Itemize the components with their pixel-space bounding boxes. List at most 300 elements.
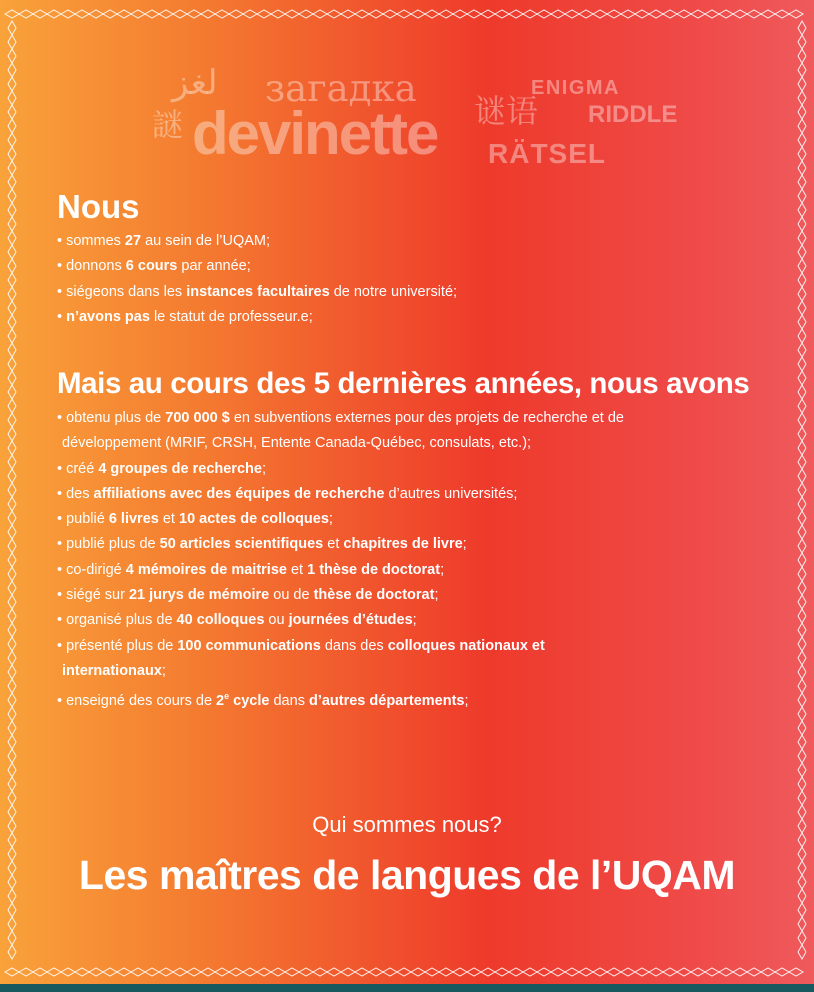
- border-diamond: [798, 245, 806, 259]
- section-title-accomplishments: Mais au cours des 5 dernières années, nous avons: [57, 367, 750, 400]
- border-diamond: [798, 413, 806, 427]
- list-item: [57, 482, 624, 507]
- border-diamond: [8, 735, 16, 749]
- border-diamond: [8, 371, 16, 385]
- border-diamond: [495, 10, 509, 18]
- emphasis-text: 6 cours: [125, 258, 178, 275]
- item-text: par année;: [177, 258, 251, 275]
- list-item: [57, 532, 624, 557]
- word-japanese: 謎: [152, 108, 183, 143]
- border-diamond: [8, 707, 16, 721]
- item-text: • présenté plus de: [57, 637, 178, 654]
- emphasis-text: 27: [124, 233, 142, 249]
- border-diamond: [355, 968, 369, 976]
- border-diamond: [8, 385, 16, 399]
- border-diamond: [8, 63, 16, 77]
- border-diamond: [313, 10, 327, 18]
- border-diamond: [229, 968, 243, 976]
- border-diamond: [798, 35, 806, 49]
- border-diamond: [798, 945, 806, 959]
- border-diamond: [691, 10, 705, 18]
- list-item: [57, 431, 624, 456]
- border-diamond: [677, 968, 691, 976]
- border-diamond: [8, 343, 16, 357]
- border-diamond: [635, 10, 649, 18]
- border-diamond: [798, 371, 806, 385]
- border-diamond: [8, 469, 16, 483]
- item-text: ;: [440, 561, 445, 578]
- border-diamond: [677, 10, 691, 18]
- border-diamond: [299, 10, 313, 18]
- border-diamond: [8, 161, 16, 175]
- item-text: et: [323, 536, 344, 553]
- border-diamond: [8, 189, 16, 203]
- item-text: et: [286, 561, 308, 578]
- border-diamond: [8, 903, 16, 917]
- border-diamond: [383, 968, 397, 976]
- border-diamond: [733, 10, 747, 18]
- border-diamond: [509, 968, 523, 976]
- word-arabic: لغز: [172, 64, 218, 102]
- border-diamond: [798, 735, 806, 749]
- border-diamond: [798, 385, 806, 399]
- item-text: • organisé plus de: [57, 612, 177, 629]
- border-diamond: [775, 968, 789, 976]
- border-diamond: [243, 10, 257, 18]
- emphasis-text: 1 thèse de doctorat: [307, 561, 441, 578]
- emphasis-text: d’autres départements: [308, 693, 465, 710]
- border-diamond: [8, 455, 16, 469]
- emphasis-text: 21 jurys de mémoire: [128, 587, 270, 604]
- nous-list: [57, 229, 457, 330]
- border-diamond: [8, 273, 16, 287]
- border-diamond: [8, 119, 16, 133]
- border-diamond: [8, 679, 16, 693]
- border-diamond: [798, 301, 806, 315]
- border-diamond: [798, 749, 806, 763]
- border-diamond: [798, 287, 806, 301]
- border-diamond: [187, 10, 201, 18]
- border-diamond: [798, 637, 806, 651]
- word-ratsel: RÄTSEL: [488, 138, 606, 169]
- border-diamond: [798, 357, 806, 371]
- border-diamond: [397, 10, 411, 18]
- emphasis-text: chapitres de livre: [343, 536, 463, 553]
- item-text: • sommes: [57, 233, 125, 249]
- accomplishments-list: [57, 406, 624, 714]
- border-diamond: [8, 217, 16, 231]
- border-diamond: [341, 10, 355, 18]
- border-diamond: [798, 497, 806, 511]
- border-diamond: [8, 259, 16, 273]
- border-diamond: [89, 10, 103, 18]
- item-text: • des: [57, 485, 94, 502]
- border-diamond: [798, 217, 806, 231]
- border-diamond: [663, 968, 677, 976]
- list-item: [57, 634, 624, 659]
- border-diamond: [8, 175, 16, 189]
- border-diamond: [798, 259, 806, 273]
- border-diamond: [509, 10, 523, 18]
- border-diamond: [565, 10, 579, 18]
- item-text: ;: [464, 693, 469, 710]
- border-diamond: [8, 749, 16, 763]
- border-diamond: [327, 10, 341, 18]
- emphasis-text: 2e cycle: [216, 691, 270, 710]
- border-diamond: [173, 10, 187, 18]
- border-diamond: [8, 497, 16, 511]
- border-diamond: [8, 539, 16, 553]
- word-enigma: ENIGMA: [531, 77, 620, 99]
- border-diamond: [798, 707, 806, 721]
- border-diamond: [789, 10, 803, 18]
- border-diamond: [798, 539, 806, 553]
- border-diamond: [798, 763, 806, 777]
- border-diamond: [75, 10, 89, 18]
- border-diamond: [397, 968, 411, 976]
- border-diamond: [537, 10, 551, 18]
- border-diamond: [8, 133, 16, 147]
- border-diamond: [798, 315, 806, 329]
- border-diamond: [798, 175, 806, 189]
- border-diamond: [8, 287, 16, 301]
- word-devinette: devinette: [192, 100, 438, 167]
- border-diamond: [8, 315, 16, 329]
- border-diamond: [8, 413, 16, 427]
- border-diamond: [579, 968, 593, 976]
- border-diamond: [747, 968, 761, 976]
- border-diamond: [8, 483, 16, 497]
- border-diamond: [8, 763, 16, 777]
- border-diamond: [8, 693, 16, 707]
- border-diamond: [187, 968, 201, 976]
- border-diamond: [798, 483, 806, 497]
- border-diamond: [798, 511, 806, 525]
- border-diamond: [47, 10, 61, 18]
- border-diamond: [19, 10, 33, 18]
- emphasis-text: 4 groupes de recherche: [98, 460, 262, 477]
- border-diamond: [257, 10, 271, 18]
- border-diamond: [798, 147, 806, 161]
- border-diamond: [8, 231, 16, 245]
- border-diamond: [145, 968, 159, 976]
- border-diamond: [798, 917, 806, 931]
- border-diamond: [798, 441, 806, 455]
- item-text: développement (MRIF, CRSH, Entente Canada-Québec, consulats, etc.);: [62, 435, 532, 452]
- emphasis-text: colloques nationaux et: [387, 637, 545, 654]
- border-diamond: [8, 203, 16, 217]
- border-diamond: [798, 581, 806, 595]
- emphasis-text: instances facultaires: [186, 283, 330, 300]
- border-diamond: [425, 968, 439, 976]
- item-text: • co-dirigé: [57, 561, 126, 578]
- item-text: ou de: [269, 587, 314, 604]
- border-diamond: [89, 968, 103, 976]
- border-diamond: [159, 10, 173, 18]
- border-diamond: [103, 10, 117, 18]
- border-diamond: [145, 10, 159, 18]
- border-diamond: [635, 968, 649, 976]
- word-riddle: RIDDLE: [588, 101, 678, 128]
- border-diamond: [798, 77, 806, 91]
- border-diamond: [8, 945, 16, 959]
- border-diamond: [565, 968, 579, 976]
- border-diamond: [8, 35, 16, 49]
- border-diamond: [523, 968, 537, 976]
- border-diamond: [8, 91, 16, 105]
- border-diamond: [481, 968, 495, 976]
- border-diamond: [327, 968, 341, 976]
- border-diamond: [8, 595, 16, 609]
- item-text: ;: [434, 587, 439, 604]
- border-diamond: [8, 357, 16, 371]
- emphasis-text: 10 actes de colloques: [179, 511, 329, 528]
- border-diamond: [798, 623, 806, 637]
- item-text: ;: [462, 536, 467, 553]
- border-diamond: [117, 968, 131, 976]
- border-diamond: [798, 665, 806, 679]
- border-diamond: [8, 917, 16, 931]
- border-diamond: [691, 968, 705, 976]
- item-text: • publié plus de: [57, 536, 160, 553]
- border-diamond: [131, 10, 145, 18]
- border-diamond: [8, 665, 16, 679]
- border-diamond: [798, 721, 806, 735]
- border-diamond: [8, 651, 16, 665]
- border-diamond: [47, 968, 61, 976]
- list-item: [57, 583, 624, 608]
- item-text: ;: [161, 662, 166, 679]
- border-diamond: [173, 968, 187, 976]
- border-diamond: [257, 968, 271, 976]
- border-diamond: [798, 693, 806, 707]
- border-diamond: [271, 968, 285, 976]
- border-diamond: [719, 10, 733, 18]
- border-diamond: [8, 49, 16, 63]
- border-diamond: [621, 968, 635, 976]
- border-diamond: [19, 968, 33, 976]
- border-diamond: [285, 10, 299, 18]
- item-text: • enseigné des cours de: [57, 693, 217, 710]
- border-diamond: [8, 931, 16, 945]
- border-diamond: [61, 10, 75, 18]
- border-diamond: [798, 133, 806, 147]
- border-diamond: [439, 968, 453, 976]
- border-diamond: [8, 525, 16, 539]
- list-item: [57, 229, 457, 254]
- list-item: [57, 457, 624, 482]
- border-diamond: [229, 10, 243, 18]
- answer-heading: Les maîtres de langues de l’UQAM: [78, 852, 736, 898]
- border-diamond: [593, 10, 607, 18]
- border-diamond: [607, 968, 621, 976]
- border-diamond: [8, 441, 16, 455]
- border-diamond: [8, 21, 16, 35]
- border-diamond: [798, 553, 806, 567]
- border-diamond: [798, 595, 806, 609]
- word-chinese: 谜语: [474, 93, 539, 129]
- border-diamond: [369, 10, 383, 18]
- border-diamond: [798, 609, 806, 623]
- border-diamond: [285, 968, 299, 976]
- emphasis-text: journées d’études: [288, 612, 413, 629]
- item-text: au sein de l’UQAM;: [141, 233, 271, 249]
- border-diamond: [341, 968, 355, 976]
- border-diamond: [8, 623, 16, 637]
- border-diamond: [798, 931, 806, 945]
- border-diamond: [798, 567, 806, 581]
- border-diamond: [649, 10, 663, 18]
- border-diamond: [593, 968, 607, 976]
- border-diamond: [523, 10, 537, 18]
- border-diamond: [467, 968, 481, 976]
- border-diamond: [8, 791, 16, 805]
- item-text: • créé: [57, 460, 99, 477]
- border-diamond: [5, 10, 19, 18]
- emphasis-text: n’avons pas: [66, 308, 150, 325]
- border-diamond: [467, 10, 481, 18]
- border-diamond: [33, 968, 47, 976]
- border-diamond: [537, 968, 551, 976]
- border-diamond: [8, 581, 16, 595]
- border-diamond: [131, 968, 145, 976]
- border-diamond: [215, 968, 229, 976]
- list-item: [57, 406, 624, 431]
- item-text: • siégé sur: [57, 587, 129, 604]
- border-diamond: [798, 273, 806, 287]
- item-text: en subventions externes pour des projets de recherche et de: [229, 410, 624, 426]
- border-diamond: [75, 968, 89, 976]
- border-diamond: [453, 10, 467, 18]
- border-diamond: [649, 968, 663, 976]
- border-diamond: [411, 10, 425, 18]
- border-diamond: [8, 567, 16, 581]
- item-text: •: [57, 308, 67, 325]
- border-diamond: [117, 10, 131, 18]
- border-diamond: [8, 553, 16, 567]
- border-diamond: [159, 968, 173, 976]
- list-item: [57, 558, 624, 583]
- item-text: de notre université;: [329, 283, 458, 300]
- emphasis-text: 4 mémoires de maitrise: [125, 561, 287, 578]
- border-diamond: [8, 399, 16, 413]
- border-diamond: [719, 968, 733, 976]
- border-diamond: [5, 968, 19, 976]
- emphasis-text: thèse de doctorat: [313, 587, 435, 604]
- border-diamond: [481, 10, 495, 18]
- item-text: le statut de professeur.e;: [149, 308, 313, 325]
- border-diamond: [798, 791, 806, 805]
- border-diamond: [8, 637, 16, 651]
- border-diamond: [551, 10, 565, 18]
- border-diamond: [8, 301, 16, 315]
- border-diamond: [705, 10, 719, 18]
- border-diamond: [705, 968, 719, 976]
- border-diamond: [798, 231, 806, 245]
- emphasis-text: 700 000 $: [165, 410, 230, 426]
- list-item: [57, 684, 624, 714]
- list-item: [57, 608, 624, 633]
- border-diamond: [798, 105, 806, 119]
- border-diamond: [789, 968, 803, 976]
- border-diamond: [8, 329, 16, 343]
- border-diamond: [551, 968, 565, 976]
- item-text: • donnons: [57, 258, 126, 275]
- border-diamond: [8, 511, 16, 525]
- border-diamond: [621, 10, 635, 18]
- section-title-nous: Nous: [57, 188, 140, 225]
- border-diamond: [215, 10, 229, 18]
- border-diamond: [243, 968, 257, 976]
- border-diamond: [798, 329, 806, 343]
- list-item: [57, 254, 457, 279]
- border-diamond: [61, 968, 75, 976]
- border-diamond: [798, 21, 806, 35]
- bottom-bar: [0, 984, 814, 992]
- border-diamond: [201, 968, 215, 976]
- item-text: dans: [269, 693, 309, 710]
- border-diamond: [747, 10, 761, 18]
- border-diamond: [798, 399, 806, 413]
- item-text: • obtenu plus de: [57, 410, 166, 426]
- border-diamond: [607, 10, 621, 18]
- border-diamond: [8, 609, 16, 623]
- item-text: • siégeons dans les: [57, 283, 187, 300]
- border-diamond: [798, 203, 806, 217]
- item-text: ;: [412, 612, 417, 629]
- item-text: • publié: [57, 511, 109, 528]
- border-diamond: [775, 10, 789, 18]
- border-diamond: [8, 105, 16, 119]
- list-item: [57, 507, 624, 532]
- border-diamond: [8, 427, 16, 441]
- border-diamond: [798, 427, 806, 441]
- border-diamond: [453, 968, 467, 976]
- border-diamond: [579, 10, 593, 18]
- question-text: Qui sommes nous?: [312, 812, 502, 837]
- border-diamond: [798, 903, 806, 917]
- border-diamond: [798, 119, 806, 133]
- border-diamond: [425, 10, 439, 18]
- border-diamond: [798, 651, 806, 665]
- word-russian: загадка: [265, 67, 417, 110]
- emphasis-text: affiliations avec des équipes de recherche: [93, 485, 385, 502]
- item-text: ;: [261, 460, 266, 477]
- border-diamond: [299, 968, 313, 976]
- border-diamond: [798, 91, 806, 105]
- border-diamond: [33, 10, 47, 18]
- border-diamond: [798, 777, 806, 791]
- border-diamond: [271, 10, 285, 18]
- item-text: d’autres universités;: [384, 485, 518, 502]
- border-diamond: [798, 63, 806, 77]
- item-text: ou: [264, 612, 289, 629]
- border-diamond: [8, 77, 16, 91]
- item-text: dans des: [320, 637, 388, 654]
- emphasis-text: 40 colloques: [176, 612, 265, 629]
- border-diamond: [369, 968, 383, 976]
- list-item: [57, 280, 457, 305]
- border-diamond: [8, 245, 16, 259]
- list-item: [57, 659, 624, 684]
- border-diamond: [798, 49, 806, 63]
- border-diamond: [798, 469, 806, 483]
- emphasis-text: 6 livres: [108, 511, 159, 528]
- border-diamond: [761, 968, 775, 976]
- border-diamond: [103, 968, 117, 976]
- border-diamond: [798, 161, 806, 175]
- border-diamond: [798, 455, 806, 469]
